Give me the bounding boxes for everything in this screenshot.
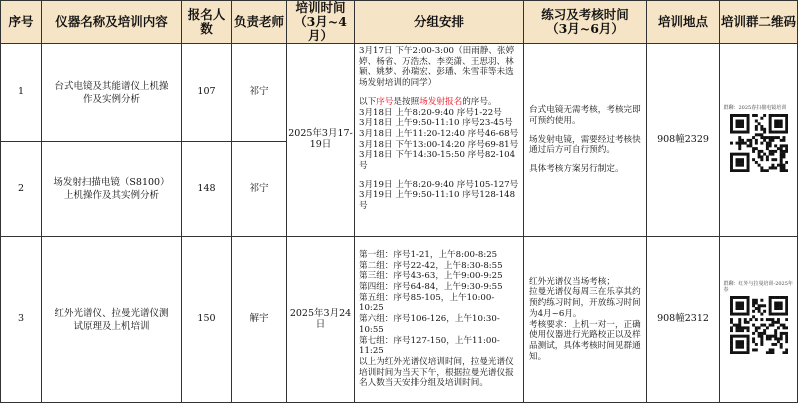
ir-practice-line: 考核要求：上机一对一，正确使用仪器进行光路校正以及样品测试，具体考核时间见群通知。 bbox=[529, 319, 641, 362]
ir-groups bbox=[359, 250, 519, 357]
sem-sessions-day19 bbox=[359, 180, 519, 212]
header-teacher: 负责老师 bbox=[232, 1, 287, 44]
header-practice-line2: （3月~6月） bbox=[546, 21, 624, 36]
header-course: 仪器名称及培训内容 bbox=[42, 1, 182, 44]
ir-schedule bbox=[355, 237, 524, 403]
sem-training-time: 2025年3月17-19日 bbox=[287, 44, 355, 237]
sem-practice bbox=[524, 44, 647, 237]
session-line: 3月18日 上午11:20-12:40 序号46-68号 bbox=[359, 128, 519, 139]
ir-training-time: 2025年3月24日 bbox=[287, 237, 355, 403]
row-enrolled: 107 bbox=[182, 44, 232, 142]
sem-practice-line: 场发射电镜，需要经过考核快通过后方可自行预约。 bbox=[529, 134, 641, 156]
group-line: 第一组：序号1-21，上午8:00-8:25 bbox=[359, 249, 498, 260]
row-index: 2 bbox=[1, 142, 42, 237]
sem-schedule bbox=[355, 44, 524, 237]
session-line: 3月18日 上午9:50-11:10 序号23-45号 bbox=[359, 118, 513, 129]
note-highlight-index: 序号 bbox=[376, 96, 394, 107]
row-course: 红外光谱仪、拉曼光谱仪测试原理及上机培训 bbox=[42, 237, 182, 403]
session-line: 3月18日 下午14:30-15:50 序号82-104号 bbox=[359, 150, 516, 172]
ir-practice-line: 红外光谱仪当场考核； bbox=[529, 276, 615, 287]
header-qr: 培训群二维码 bbox=[720, 1, 798, 44]
row-teacher: 祁宁 bbox=[232, 44, 287, 142]
group-line: 第三组：序号43-63，上午9:00-9:25 bbox=[359, 271, 503, 282]
note-highlight-registration: 场发射报名 bbox=[419, 96, 463, 107]
note-prefix: 以下 bbox=[359, 96, 377, 107]
header-time bbox=[287, 1, 355, 44]
sem-practice-line: 具体考核方案另行制定。 bbox=[529, 164, 624, 175]
session-line: 3月19日 上午9:50-11:10 序号128-148号 bbox=[359, 190, 516, 212]
sem-practice-line: 台式电镜无需考核，考核完即可预约使用。 bbox=[529, 105, 641, 126]
group-line: 第四组：序号64-84，上午9:30-9:55 bbox=[359, 282, 503, 293]
session-line: 3月19日 上午8:20-9:40 序号105-127号 bbox=[359, 179, 519, 190]
group-line: 第五组：序号85-105，上午10:00-10:25 bbox=[359, 292, 495, 314]
ir-qr-cell bbox=[720, 237, 798, 403]
header-time-line1: 培训时间 bbox=[295, 0, 346, 15]
header-enrolled: 报名人数 bbox=[182, 1, 232, 44]
sem-schedule-note bbox=[359, 97, 519, 108]
sem-sessions-day18 bbox=[359, 108, 519, 172]
row-index: 1 bbox=[1, 44, 42, 142]
ir-location: 908幢2312 bbox=[647, 237, 720, 403]
sem-qr-cell bbox=[720, 44, 798, 237]
ir-practice bbox=[524, 237, 647, 403]
sem-qr-caption: 群聊：2025春扫描电镜培训 bbox=[723, 104, 787, 111]
qr-code-icon bbox=[730, 296, 788, 354]
qr-code-icon bbox=[730, 114, 788, 172]
group-line: 第七组：序号127-150，上午11:00-11:25 bbox=[359, 335, 500, 357]
header-row bbox=[1, 1, 798, 44]
row-teacher: 解宇 bbox=[232, 237, 287, 403]
group-line: 第二组：序号22-42，上午8:30-8:55 bbox=[359, 260, 503, 271]
ir-practice-line: 拉曼光谱仪每周三在乐享其约预约练习时间，开放练习时间为4月~6月。 bbox=[529, 287, 641, 319]
table-row bbox=[1, 237, 798, 403]
row-course: 台式电镜及其能谱仪上机操作及实例分析 bbox=[42, 44, 182, 142]
row-enrolled: 148 bbox=[182, 142, 232, 237]
header-time-line2: （3月~4月） bbox=[294, 14, 347, 43]
session-line: 3月18日 下午13:00-14:20 序号69-81号 bbox=[359, 139, 519, 150]
sem-schedule-intro: 3月17日 下午2:00-3:00（田雨静、张婷婷、杨省、万浩杰、李奕潇、王思羽、林颖、姚梦、孙瑞宏、彭璠、朱雪菲等未选场发射培训的同学） bbox=[359, 46, 515, 89]
ir-groups-note: 以上为红外光谱仪培训时间，拉曼光谱仪培训时间为当天下午，根据拉曼光谱仪报名人数当天安排分组及培训时间。 bbox=[359, 356, 514, 389]
row-course: 场发射扫描电镜（S8100）上机操作及其实例分析 bbox=[42, 142, 182, 237]
group-line: 第六组：序号106-126，上午10:30-10:55 bbox=[359, 314, 500, 335]
header-index: 序号 bbox=[1, 1, 42, 44]
header-grouping: 分组安排 bbox=[355, 1, 524, 44]
row-index: 3 bbox=[1, 237, 42, 403]
note-mid: 是按照 bbox=[393, 96, 420, 107]
sem-location: 908幢2329 bbox=[647, 44, 720, 237]
table-row bbox=[1, 44, 798, 142]
note-suffix: 的序号。 bbox=[462, 96, 497, 107]
header-location: 培训地点 bbox=[647, 1, 720, 44]
row-enrolled: 150 bbox=[182, 237, 232, 403]
ir-qr-caption: 群聊：红外与拉曼培训-2025年春 bbox=[723, 281, 793, 294]
header-practice-line1: 练习及考核时间 bbox=[541, 7, 629, 22]
session-line: 3月18日 上午8:20-9:40 序号1-22号 bbox=[359, 107, 502, 118]
row-teacher: 祁宁 bbox=[232, 142, 287, 237]
header-practice bbox=[524, 1, 647, 44]
